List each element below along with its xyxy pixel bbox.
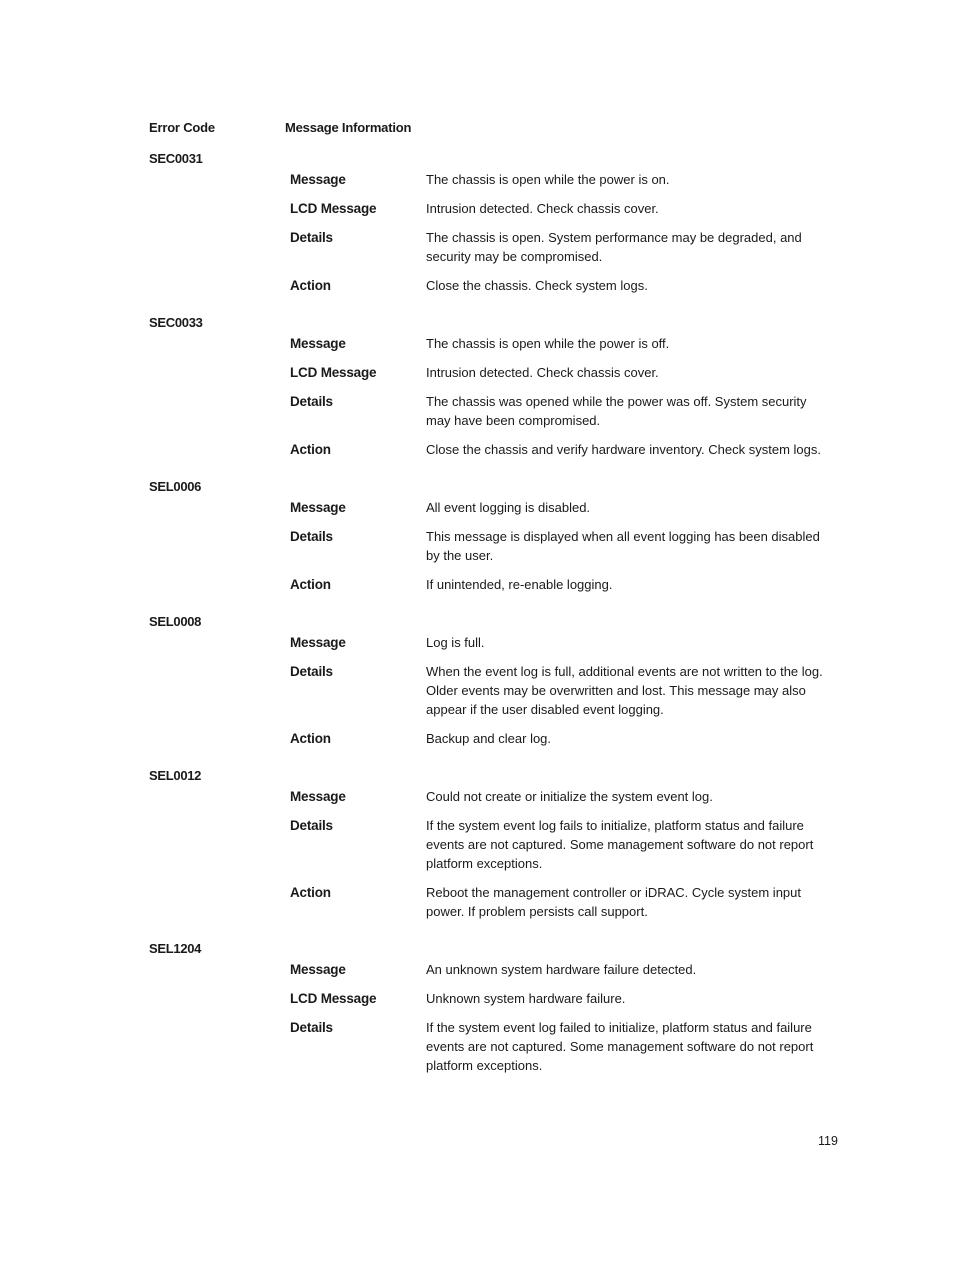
field-label: Details — [290, 529, 333, 544]
entry-field-row — [290, 228, 839, 266]
field-label: Details — [290, 1020, 333, 1035]
field-label: Details — [290, 230, 333, 245]
table-header — [149, 120, 839, 140]
entry-field-row — [290, 816, 839, 873]
entry-field-row — [290, 1018, 839, 1075]
field-label: LCD Message — [290, 991, 377, 1006]
field-value: This message is displayed when all event logging has been disabled by the user. — [426, 529, 820, 563]
entry-field-row — [290, 527, 839, 565]
message-information-column-header: Message Information — [285, 120, 412, 135]
error-entry — [149, 940, 839, 1075]
field-value: Log is full. — [426, 635, 485, 650]
field-value: The chassis is open. System performance may be degraded, and security may be compromised. — [426, 230, 802, 264]
field-value: The chassis is open while the power is off. — [426, 336, 670, 351]
field-label: Action — [290, 731, 331, 746]
entry-field-row — [290, 729, 839, 748]
field-label: Action — [290, 278, 331, 293]
field-value: Close the chassis and verify hardware inventory. Check system logs. — [426, 442, 821, 457]
error-entry — [149, 478, 839, 594]
field-value: Close the chassis. Check system logs. — [426, 278, 648, 293]
entry-field-row — [290, 498, 839, 517]
entry-field-row — [290, 883, 839, 921]
field-value: Intrusion detected. Check chassis cover. — [426, 201, 659, 216]
field-label: Message — [290, 500, 346, 515]
entry-field-row — [290, 633, 839, 652]
entry-field-row — [290, 170, 839, 189]
field-value: All event logging is disabled. — [426, 500, 591, 515]
entry-field-row — [290, 787, 839, 806]
entry-field-row — [290, 334, 839, 353]
entry-field-row — [290, 662, 839, 719]
page-number: 119 — [818, 1134, 838, 1148]
error-code-entries — [149, 150, 839, 1094]
field-label: Action — [290, 442, 331, 457]
error-code: SEC0031 — [149, 151, 203, 166]
field-label: Message — [290, 962, 346, 977]
field-label: Message — [290, 172, 346, 187]
error-code: SEL1204 — [149, 941, 202, 956]
error-code: SEL0006 — [149, 479, 202, 494]
entry-field-row — [290, 276, 839, 295]
entry-field-row — [290, 960, 839, 979]
entry-field-row — [290, 199, 839, 218]
error-code: SEL0012 — [149, 768, 202, 783]
field-label: Details — [290, 818, 333, 833]
field-label: Action — [290, 885, 331, 900]
field-label: Message — [290, 789, 346, 804]
field-value: Reboot the management controller or iDRAC. Cycle system input power. If problem persists call support. — [426, 885, 801, 919]
field-label: Details — [290, 394, 333, 409]
field-value: An unknown system hardware failure detected. — [426, 962, 697, 977]
error-code: SEC0033 — [149, 315, 203, 330]
field-value: Could not create or initialize the system event log. — [426, 789, 713, 804]
field-value: Unknown system hardware failure. — [426, 991, 626, 1006]
field-label: Message — [290, 635, 346, 650]
field-value: If the system event log fails to initialize, platform status and failure events are not captured. Some management software do not report platform exceptions. — [426, 818, 814, 871]
entry-field-row — [290, 989, 839, 1008]
field-label: Message — [290, 336, 346, 351]
field-value: The chassis is open while the power is on. — [426, 172, 670, 187]
error-entry — [149, 613, 839, 748]
field-value: If unintended, re-enable logging. — [426, 577, 613, 592]
entry-field-row — [290, 440, 839, 459]
field-value: The chassis was opened while the power was off. System security may have been compromised. — [426, 394, 807, 428]
error-entry — [149, 150, 839, 295]
entry-field-row — [290, 575, 839, 594]
error-code-column-header: Error Code — [149, 120, 215, 135]
entry-field-row — [290, 363, 839, 382]
entry-field-row — [290, 392, 839, 430]
field-value: When the event log is full, additional events are not written to the log. Older events may be overwritten and lost. This message may also appear if the user disabled event logging. — [426, 664, 823, 717]
field-label: LCD Message — [290, 201, 377, 216]
error-entry — [149, 767, 839, 921]
field-label: Action — [290, 577, 331, 592]
field-label: Details — [290, 664, 333, 679]
error-entry — [149, 314, 839, 459]
field-value: Intrusion detected. Check chassis cover. — [426, 365, 659, 380]
field-value: Backup and clear log. — [426, 731, 552, 746]
field-label: LCD Message — [290, 365, 377, 380]
error-code: SEL0008 — [149, 614, 202, 629]
field-value: If the system event log failed to initialize, platform status and failure events are not captured. Some management software do not report platform exceptions. — [426, 1020, 814, 1073]
